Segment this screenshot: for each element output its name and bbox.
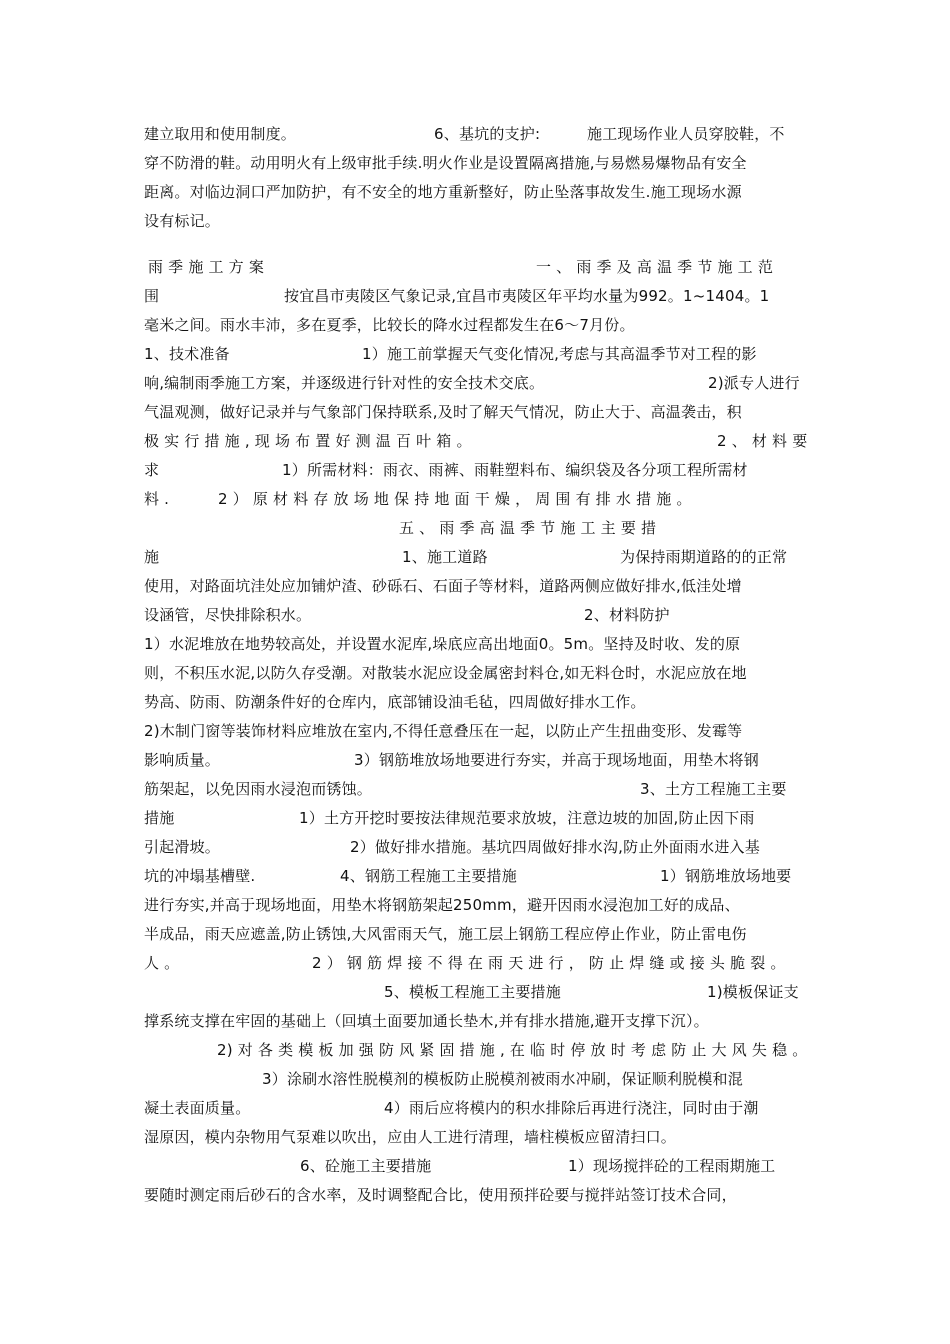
text-segment: 撑系统支撑在牢固的基础上（回填土面要加通长垫木,并有排水措施,避开支撑下沉）。 (144, 1012, 709, 1030)
text-segment: 按宜昌市夷陵区气象记录,宜昌市夷陵区年平均水量为992。1~1404。1 (284, 287, 770, 305)
text-segment: 施 (144, 548, 160, 566)
text-segment: 围 (144, 287, 160, 305)
text-line (144, 717, 806, 745)
text-segment: 3）涂刷水溶性脱模剂的模板防止脱模剂被雨水冲刷，保证顺利脱模和混 (262, 1070, 743, 1088)
text-segment: 1）现场搅拌砼的工程雨期施工 (568, 1157, 776, 1175)
text-segment: 6、砼施工主要措施 (300, 1157, 432, 1175)
text-line (144, 178, 806, 206)
text-line (144, 311, 806, 339)
text-segment: 引起滑坡。 (144, 838, 221, 856)
text-line (144, 833, 806, 861)
text-segment: 坑的冲塌基槽壁. (144, 867, 256, 885)
text-segment: 3、土方工程施工主要 (640, 780, 787, 798)
text-segment: 4）雨后应将模内的积水排除后再进行浇注，同时由于潮 (384, 1099, 759, 1117)
text-line (144, 1094, 806, 1122)
text-segment: 1、施工道路 (402, 548, 488, 566)
text-segment: 穿不防滑的鞋。动用明火有上级审批手续.明火作业是设置隔离措施,与易燃易爆物品有安全 (144, 154, 747, 172)
text-segment: 进行夯实,并高于现场地面，用垫木将钢筋架起250mm，避开因雨水浸泡加工好的成品、 (144, 896, 740, 914)
text-line (144, 1181, 806, 1209)
text-segment: 2 、 材 料 要 (717, 432, 808, 450)
text-line (144, 804, 806, 832)
text-segment: 2）做好排水措施。基坑四周做好排水沟,防止外面雨水进入基 (350, 838, 760, 856)
text-segment: 1）水泥堆放在地势较高处，并设置水泥库,垛底应高出地面0。5m。坚持及时收、发的原 (144, 635, 741, 653)
text-segment: 要随时测定雨后砂石的含水率，及时调整配合比，使用预拌砼要与搅拌站签订技术合同， (144, 1186, 737, 1204)
text-segment: 施工现场作业人员穿胶鞋，不 (587, 125, 785, 143)
text-line (144, 456, 806, 484)
section-heading: 五 、 雨 季 高 温 季 节 施 工 主 要 措 (399, 519, 657, 537)
text-line (144, 775, 806, 803)
section-heading: 雨 季 施 工 方 案 (148, 258, 265, 276)
text-line (144, 572, 806, 600)
text-segment: 极 实 行 措 施 , 现 场 布 置 好 测 温 百 叶 箱 。 (144, 432, 472, 450)
text-line (144, 1152, 806, 1180)
text-segment: 气温观测，做好记录并与气象部门保持联系,及时了解天气情况，防止大于、高温袭击，积 (144, 403, 742, 421)
text-line (144, 1123, 806, 1151)
text-segment: 2)派专人进行 (708, 374, 800, 392)
text-segment: 则，不积压水泥,以防久存受潮。对散装水泥应设金属密封料仓,如无料仓时，水泥应放在地 (144, 664, 747, 682)
text-segment: 6、基坑的支护: (434, 125, 541, 143)
text-line (144, 149, 806, 177)
text-line (144, 1036, 806, 1064)
text-line (144, 282, 806, 310)
text-line (144, 1007, 806, 1035)
text-segment: 凝土表面质量。 (144, 1099, 251, 1117)
text-line (144, 891, 806, 919)
text-segment: 距离。对临边洞口严加防护，有不安全的地方重新整好，防止坠落事故发生.施工现场水源 (144, 183, 742, 201)
text-segment: 3）钢筋堆放场地要进行夯实，并高于现场地面，用垫木将钢 (354, 751, 759, 769)
text-segment: 措施 (144, 809, 175, 827)
text-segment: 为保持雨期道路的的正常 (620, 548, 788, 566)
text-line (144, 369, 806, 397)
text-segment: 5、模板工程施工主要措施 (384, 983, 561, 1001)
text-line (144, 862, 806, 890)
text-segment: 毫米之间。雨水丰沛，多在夏季，比较长的降水过程都发生在6～7月份。 (144, 316, 635, 334)
text-line (144, 630, 806, 658)
text-line (144, 340, 806, 368)
text-segment: 料 . (144, 490, 170, 508)
text-segment: 2) 对 各 类 模 板 加 强 防 风 紧 固 措 施 , 在 临 时 停 放 时 考 虑 防 止 大 风 失 稳 。 (217, 1041, 808, 1059)
text-line (144, 207, 806, 235)
text-segment: 求 (144, 461, 160, 479)
text-segment: 半成品，雨天应遮盖,防止锈蚀,大风雷雨天气，施工层上钢筋工程应停止作业，防止雷电伤 (144, 925, 747, 943)
text-segment: 1）土方开挖时要按法律规范要求放坡，注意边坡的加固,防止因下雨 (299, 809, 755, 827)
text-line (144, 746, 806, 774)
text-segment: 筋架起，以免因雨水浸泡而锈蚀。 (144, 780, 373, 798)
text-segment: 1）施工前掌握天气变化情况,考虑与其高温季节对工程的影 (362, 345, 757, 363)
text-line (144, 485, 806, 513)
text-line (144, 659, 806, 687)
text-segment: 响,编制雨季施工方案，并逐级进行针对性的安全技术交底。 (144, 374, 545, 392)
section-heading: 一 、 雨 季 及 高 温 季 节 施 工 范 (536, 258, 774, 276)
text-line (144, 1065, 806, 1093)
text-segment: 1）钢筋堆放场地要 (660, 867, 792, 885)
text-line (144, 398, 806, 426)
text-segment: 4、钢筋工程施工主要措施 (340, 867, 517, 885)
text-segment: 2)木制门窗等装饰材料应堆放在室内,不得任意叠压在一起，以防止产生扭曲变形、发霉等 (144, 722, 743, 740)
text-segment: 2 ） 原 材 料 存 放 场 地 保 持 地 面 干 燥 ， 周 围 有 排 水 措 施 。 (218, 490, 692, 508)
text-segment: 使用，对路面坑洼处应加铺炉渣、砂砾石、石面子等材料，道路两侧应做好排水,低洼处增 (144, 577, 742, 595)
text-line (144, 920, 806, 948)
text-segment: 建立取用和使用制度。 (144, 125, 297, 143)
text-segment: 设有标记。 (144, 212, 221, 230)
text-line (144, 978, 806, 1006)
text-segment: 湿原因，模内杂物用气泵难以吹出，应由人工进行清理，墙柱模板应留清扫口。 (144, 1128, 677, 1146)
text-line (144, 601, 806, 629)
text-segment: 1）所需材料：雨衣、雨裤、雨鞋塑料布、编织袋及各分项工程所需材 (282, 461, 748, 479)
text-segment: 人 。 (144, 954, 180, 972)
text-line (144, 253, 806, 281)
text-segment: 2 ） 钢 筋 焊 接 不 得 在 雨 天 进 行 ， 防 止 焊 缝 或 接 头 脆 裂 。 (312, 954, 786, 972)
text-segment: 影响质量。 (144, 751, 221, 769)
text-line (144, 688, 806, 716)
text-line (144, 120, 806, 148)
text-line (144, 949, 806, 977)
text-line (144, 427, 806, 455)
text-segment: 设涵管，尽快排除积水。 (144, 606, 312, 624)
text-segment: 1、技术准备 (144, 345, 230, 363)
text-line (144, 543, 806, 571)
text-segment: 1)模板保证支 (707, 983, 799, 1001)
text-segment: 势高、防雨、防潮条件好的仓库内，底部铺设油毛毡，四周做好排水工作。 (144, 693, 646, 711)
text-line (144, 514, 806, 542)
text-segment: 2、材料防护 (584, 606, 670, 624)
